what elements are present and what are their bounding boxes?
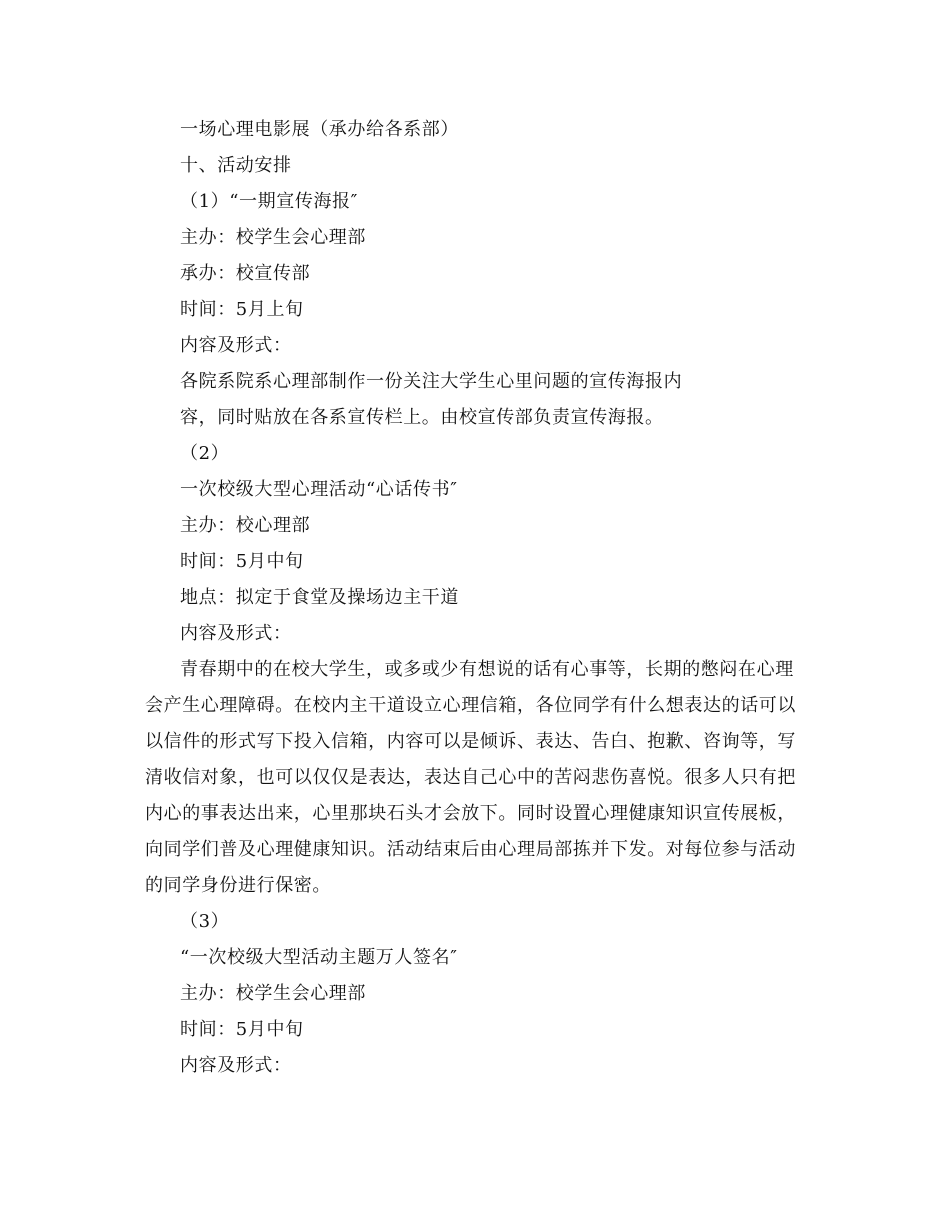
text-line: 主办：校学生会心理部 [180,983,366,1004]
text-line: 一次校级大型心理活动“心话传书″ [180,479,458,500]
item-heading: （2） [180,443,230,464]
text-line: 内容及形式： [180,335,292,356]
text-line: 内容及形式： [180,1055,292,1076]
item-heading: （1）“一期宣传海报″ [180,191,358,212]
text-line: 主办：校学生会心理部 [180,227,366,248]
paragraph-line: 清收信对象，也可以仅仅是表达，表达自己心中的苦闷悲伤喜悦。很多人只有把 [145,767,796,788]
paragraph-line: 内心的事表达出来，心里那块石头才会放下。同时设置心理健康知识宣传展板， [145,803,796,824]
section-heading: 十、活动安排 [180,155,292,176]
paragraph-line: 向同学们普及心理健康知识。活动结束后由心理局部拣并下发。对每位参与活动 [145,839,796,860]
text-line: 主办：校心理部 [180,515,311,536]
text-line: “一次校级大型活动主题万人签名″ [180,947,458,968]
text-line: 时间：5月中旬 [180,1019,304,1040]
text-line: 各院系院系心理部制作一份关注大学生心里问题的宣传海报内 [180,371,683,392]
text-line: 容，同时贴放在各系宣传栏上。由校宣传部负责宣传海报。 [180,407,664,428]
paragraph-line: 青春期中的在校大学生，或多或少有想说的话有心事等，长期的憋闷在心理 [180,659,794,680]
text-line: 时间：5月上旬 [180,299,304,320]
item-heading: （3） [180,911,230,932]
text-line: 内容及形式： [180,623,292,644]
text-line: 时间：5月中旬 [180,551,304,572]
text-line: 一场心理电影展（承办给各系部） [180,119,459,140]
paragraph-line: 会产生心理障碍。在校内主干道设立心理信箱，各位同学有什么想表达的话可以 [145,695,796,716]
text-line: 承办：校宣传部 [180,263,311,284]
paragraph-line: 以信件的形式写下投入信箱，内容可以是倾诉、表达、告白、抱歉、咨询等，写 [145,731,796,752]
text-line: 地点：拟定于食堂及操场边主干道 [180,587,459,608]
paragraph-line: 的同学身份进行保密。 [145,875,331,896]
